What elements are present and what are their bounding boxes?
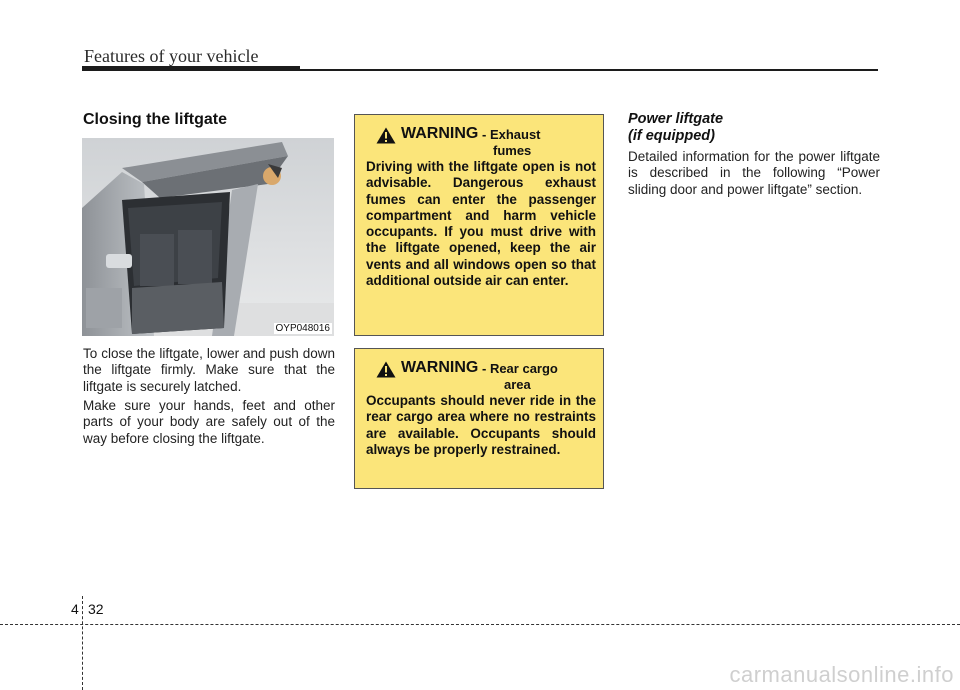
- figure-caption: OYP048016: [275, 323, 330, 334]
- warning-title: [366, 359, 596, 393]
- warning-triangle-icon: [376, 361, 396, 378]
- header-rule-thick: [82, 66, 300, 71]
- header-rule-thin: [300, 69, 878, 71]
- subsection-heading-line1: Power liftgate: [628, 111, 724, 127]
- warning-subtitle: - Rear cargo: [482, 361, 558, 376]
- warning-box-cargo: [354, 348, 604, 489]
- warning-word: WARNING: [401, 359, 479, 376]
- warning-box-exhaust: [354, 114, 604, 336]
- liftgate-illustration: [82, 138, 334, 336]
- subsection-heading: [628, 111, 723, 145]
- page-number: 32: [88, 601, 104, 617]
- subsection-heading-line2: (if equipped): [628, 128, 715, 144]
- body-paragraph: To close the liftgate, lower and push down the liftgate firmly. Make sure that the liftgate is securely latched.: [83, 346, 335, 394]
- body-paragraph: Make sure your hands, feet and other parts of your body are safely out of the way before closing the liftgate.: [83, 398, 335, 446]
- warning-subtitle: - Exhaust: [482, 127, 541, 142]
- page-header-title: Features of your vehicle: [84, 46, 259, 66]
- watermark: carmanualsonline.info: [729, 662, 954, 687]
- warning-title: [366, 125, 596, 159]
- footer-rule: [0, 624, 960, 625]
- body-paragraph: Detailed information for the power liftgate is described in the following “Power sliding door and power liftgate” section.: [628, 149, 880, 197]
- chapter-number: 4: [71, 601, 79, 617]
- warning-word: WARNING: [401, 125, 479, 142]
- warning-subtitle-cont: area: [504, 377, 531, 392]
- warning-triangle-icon: [376, 127, 396, 144]
- footer-divider: [82, 596, 83, 690]
- warning-subtitle-cont: fumes: [493, 143, 532, 158]
- section-heading: Closing the liftgate: [83, 111, 227, 128]
- warning-text: Occupants should never ride in the rear cargo area where no restraints are available. Occupants should always be properly restrained.: [366, 393, 596, 457]
- warning-text: Driving with the liftgate open is not advisable. Dangerous exhaust fumes can enter the passenger compartment and harm vehicle occupants. If you must drive with the liftgate opened, keep the air vents and all windows open so that additional outside air can enter.: [366, 159, 596, 289]
